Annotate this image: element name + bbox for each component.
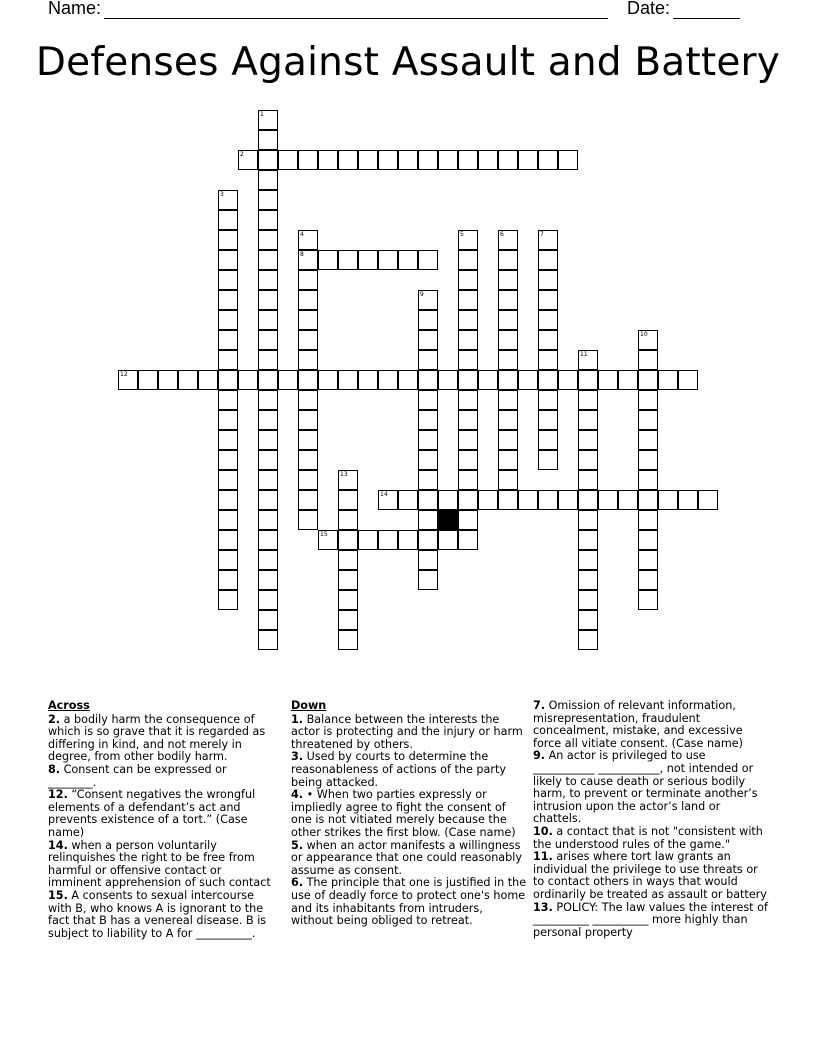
clue-number: 3	[220, 191, 224, 198]
grid-cell[interactable]	[558, 370, 578, 390]
grid-cell[interactable]	[538, 290, 558, 310]
grid-cell[interactable]	[458, 510, 478, 530]
grid-cell[interactable]	[338, 610, 358, 630]
grid-cell[interactable]	[498, 390, 518, 410]
grid-cell[interactable]	[538, 410, 558, 430]
grid-cell[interactable]	[578, 590, 598, 610]
clue-number: 8	[300, 251, 304, 258]
grid-cell[interactable]	[578, 510, 598, 530]
grid-cell[interactable]	[458, 250, 478, 270]
grid-cell[interactable]	[498, 470, 518, 490]
grid-cell[interactable]	[578, 630, 598, 650]
grid-cell[interactable]	[458, 410, 478, 430]
grid-cell[interactable]	[258, 470, 278, 490]
grid-cell[interactable]	[458, 450, 478, 470]
grid-cell[interactable]	[638, 530, 658, 550]
down-clue-3: 3. Used by courts to determine the reasonableness of actions of the party being attacked.	[291, 750, 506, 789]
clue-number: 15	[320, 531, 328, 538]
grid-cell[interactable]	[638, 510, 658, 530]
grid-cell[interactable]	[378, 370, 398, 390]
grid-cell[interactable]	[258, 230, 278, 250]
grid-cell[interactable]	[418, 570, 438, 590]
grid-cell[interactable]	[298, 250, 318, 270]
grid-cell[interactable]	[498, 290, 518, 310]
grid-cell[interactable]	[178, 370, 198, 390]
grid-cell[interactable]	[538, 450, 558, 470]
grid-cell[interactable]	[258, 390, 278, 410]
grid-cell[interactable]	[418, 490, 438, 510]
grid-cell[interactable]	[218, 470, 238, 490]
grid-cell[interactable]	[218, 310, 238, 330]
grid-cell[interactable]	[398, 530, 418, 550]
grid-cell[interactable]	[258, 490, 278, 510]
grid-cell[interactable]	[298, 150, 318, 170]
grid-cell[interactable]	[638, 470, 658, 490]
grid-cell[interactable]	[498, 150, 518, 170]
grid-cell[interactable]	[578, 490, 598, 510]
grid-cell[interactable]	[158, 370, 178, 390]
grid-cell[interactable]	[598, 370, 618, 390]
grid-cell[interactable]	[298, 430, 318, 450]
grid-cell[interactable]	[538, 350, 558, 370]
grid-cell[interactable]	[498, 490, 518, 510]
grid-cell[interactable]	[418, 410, 438, 430]
down-clue-13: 13. POLICY: The law values the interest of __________ __________ more highly than personal property	[533, 900, 768, 939]
grid-cell[interactable]	[378, 530, 398, 550]
grid-cell[interactable]	[578, 550, 598, 570]
grid-cell[interactable]	[258, 430, 278, 450]
grid-cell[interactable]	[418, 330, 438, 350]
grid-cell[interactable]	[298, 450, 318, 470]
grid-cell[interactable]	[218, 250, 238, 270]
grid-cell[interactable]	[238, 150, 258, 170]
grid-cell[interactable]	[338, 570, 358, 590]
grid-cell[interactable]	[638, 350, 658, 370]
grid-cell[interactable]	[418, 550, 438, 570]
grid-cell[interactable]	[658, 370, 678, 390]
grid-cell[interactable]	[338, 550, 358, 570]
grid-cell[interactable]	[538, 150, 558, 170]
across-clue-15: 15. A consents to sexual intercourse with B, who knows A is ignorant to the fact that B has a venereal disease. B is subject to liability to A for __________.	[48, 888, 267, 940]
grid-cell[interactable]	[218, 510, 238, 530]
grid-cell[interactable]	[458, 350, 478, 370]
grid-cell[interactable]	[298, 270, 318, 290]
clue-number: 13	[340, 471, 348, 478]
down-clue-6: 6. The principle that one is justified in the use of deadly force to protect one's home and its inhabitants from intruders, without being obliged to retreat.	[291, 876, 527, 928]
grid-cell[interactable]	[498, 410, 518, 430]
grid-cell[interactable]	[258, 630, 278, 650]
grid-cell[interactable]	[458, 470, 478, 490]
grid-cell[interactable]	[258, 330, 278, 350]
grid-cell[interactable]	[478, 370, 498, 390]
grid-cell[interactable]	[458, 430, 478, 450]
grid-cell[interactable]	[258, 190, 278, 210]
grid-cell[interactable]	[298, 470, 318, 490]
grid-cell[interactable]	[338, 590, 358, 610]
grid-cell[interactable]	[498, 310, 518, 330]
grid-cell[interactable]	[298, 350, 318, 370]
grid-cell[interactable]	[458, 230, 478, 250]
grid-cell[interactable]	[298, 510, 318, 530]
name-label: Name:	[48, 0, 102, 18]
grid-cell[interactable]	[318, 530, 338, 550]
across-clue-8: 8. Consent can be expressed or ________.	[48, 762, 227, 789]
down-clues-col1	[291, 700, 527, 928]
grid-cell[interactable]	[618, 370, 638, 390]
grid-cell[interactable]	[298, 410, 318, 430]
grid-cell[interactable]	[438, 490, 458, 510]
down-clue-10: 10. a contact that is not "consistent with the understood rules of the game."	[533, 824, 763, 851]
grid-cell[interactable]	[658, 490, 678, 510]
grid-cell[interactable]	[438, 370, 458, 390]
grid-cell[interactable]	[538, 390, 558, 410]
clue-number: 9	[420, 291, 424, 298]
grid-cell[interactable]	[698, 490, 718, 510]
grid-cell[interactable]	[318, 370, 338, 390]
grid-cell[interactable]	[258, 410, 278, 430]
grid-cell[interactable]	[338, 250, 358, 270]
clue-number: 10	[640, 331, 648, 338]
grid-cell[interactable]	[558, 490, 578, 510]
black-cell	[438, 510, 458, 530]
grid-cell[interactable]	[218, 370, 238, 390]
clue-number: 1	[260, 111, 264, 118]
grid-cell[interactable]	[598, 490, 618, 510]
across-clue-14: 14. when a person voluntarily relinquishes the right to be free from harmful or offensive contact or imminent apprehension of such contact	[48, 838, 271, 890]
grid-cell[interactable]	[538, 270, 558, 290]
grid-cell[interactable]	[258, 590, 278, 610]
grid-cell[interactable]	[338, 630, 358, 650]
grid-cell[interactable]	[618, 490, 638, 510]
grid-cell[interactable]	[678, 370, 698, 390]
grid-cell[interactable]	[458, 290, 478, 310]
grid-cell[interactable]	[358, 370, 378, 390]
grid-cell[interactable]	[218, 590, 238, 610]
grid-cell[interactable]	[478, 490, 498, 510]
grid-cell[interactable]	[338, 370, 358, 390]
grid-cell[interactable]	[378, 250, 398, 270]
down-clue-4: 4. • When two parties expressly or impliedly agree to fight the consent of one is not vitiated merely because the other strikes the first blow. (Case name)	[291, 788, 516, 839]
grid-cell[interactable]	[578, 370, 598, 390]
grid-cell[interactable]	[638, 490, 658, 510]
grid-cell[interactable]	[358, 150, 378, 170]
grid-cell[interactable]	[258, 310, 278, 330]
clue-number: 5	[460, 231, 464, 238]
clue-number: 2	[240, 151, 244, 158]
grid-cell[interactable]	[458, 390, 478, 410]
grid-cell[interactable]	[458, 270, 478, 290]
grid-cell[interactable]	[518, 490, 538, 510]
grid-cell[interactable]	[218, 430, 238, 450]
clue-number: 12	[120, 371, 128, 378]
down-clue-7: 7. Omission of relevant information, misrepresentation, fraudulent concealment, mistake, and excessive force all vitiate consent. (Case name)	[533, 699, 744, 750]
grid-cell[interactable]	[558, 150, 578, 170]
grid-cell[interactable]	[258, 210, 278, 230]
grid-cell[interactable]	[418, 510, 438, 530]
grid-cell[interactable]	[118, 370, 138, 390]
grid-cell[interactable]	[498, 370, 518, 390]
grid-cell[interactable]	[218, 570, 238, 590]
grid-cell[interactable]	[538, 230, 558, 250]
grid-cell[interactable]	[638, 570, 658, 590]
grid-cell[interactable]	[638, 390, 658, 410]
grid-cell[interactable]	[458, 530, 478, 550]
grid-cell[interactable]	[218, 350, 238, 370]
grid-cell[interactable]	[258, 510, 278, 530]
clue-number: 4	[300, 231, 304, 238]
grid-cell[interactable]	[638, 590, 658, 610]
grid-cell[interactable]	[538, 250, 558, 270]
grid-cell[interactable]	[458, 370, 478, 390]
grid-cell[interactable]	[418, 310, 438, 330]
grid-cell[interactable]	[218, 550, 238, 570]
grid-cell[interactable]	[578, 410, 598, 430]
grid-cell[interactable]	[638, 410, 658, 430]
across-heading: Across	[48, 699, 90, 712]
grid-cell[interactable]	[418, 450, 438, 470]
grid-cell[interactable]	[218, 490, 238, 510]
grid-cell[interactable]	[298, 230, 318, 250]
across-clue-2: 2. a bodily harm the consequence of which is so grave that it is regarded as differing in kind, and not merely in degree, from other bodily harm.	[48, 712, 266, 764]
grid-cell[interactable]	[258, 170, 278, 190]
grid-cell[interactable]	[378, 490, 398, 510]
grid-cell[interactable]	[438, 150, 458, 170]
grid-cell[interactable]	[258, 110, 278, 130]
grid-cell[interactable]	[678, 490, 698, 510]
grid-cell[interactable]	[298, 490, 318, 510]
grid-cell[interactable]	[258, 530, 278, 550]
grid-cell[interactable]	[338, 470, 358, 490]
grid-cell[interactable]	[378, 150, 398, 170]
grid-cell[interactable]	[458, 150, 478, 170]
grid-cell[interactable]	[418, 350, 438, 370]
grid-cell[interactable]	[138, 370, 158, 390]
grid-cell[interactable]	[458, 490, 478, 510]
grid-cell[interactable]	[578, 350, 598, 370]
grid-cell[interactable]	[418, 150, 438, 170]
grid-cell[interactable]	[298, 290, 318, 310]
grid-cell[interactable]	[498, 350, 518, 370]
grid-cell[interactable]	[418, 390, 438, 410]
grid-cell[interactable]	[258, 450, 278, 470]
grid-cell[interactable]	[258, 350, 278, 370]
grid-cell[interactable]	[238, 370, 258, 390]
grid-cell[interactable]	[498, 250, 518, 270]
grid-cell[interactable]	[278, 150, 298, 170]
grid-cell[interactable]	[318, 150, 338, 170]
grid-cell[interactable]	[518, 150, 538, 170]
grid-cell[interactable]	[218, 230, 238, 250]
grid-cell[interactable]	[398, 150, 418, 170]
grid-cell[interactable]	[298, 390, 318, 410]
grid-cell[interactable]	[538, 490, 558, 510]
clue-number: 14	[380, 491, 388, 498]
grid-cell[interactable]	[278, 370, 298, 390]
down-heading: Down	[291, 699, 327, 712]
grid-cell[interactable]	[198, 370, 218, 390]
clue-number: 7	[540, 231, 544, 238]
grid-cell[interactable]	[258, 550, 278, 570]
grid-cell[interactable]	[298, 330, 318, 350]
date-label: Date:	[627, 0, 671, 18]
grid-cell[interactable]	[258, 610, 278, 630]
grid-cell[interactable]	[498, 330, 518, 350]
grid-cell[interactable]	[578, 430, 598, 450]
grid-cell[interactable]	[338, 530, 358, 550]
down-clue-1: 1. Balance between the interests the actor is protecting and the injury or harm threatened by others.	[291, 712, 523, 751]
grid-cell[interactable]	[218, 450, 238, 470]
grid-cell[interactable]	[258, 290, 278, 310]
grid-cell[interactable]	[358, 250, 378, 270]
down-clue-9: 9. An actor is privileged to use ___________ ___________, not intended or likely to cause death or serious bodily harm, to prevent or terminate another’s intrusion upon the actor’s land or chattels.	[533, 749, 758, 826]
grid-cell[interactable]	[498, 450, 518, 470]
grid-cell[interactable]	[258, 150, 278, 170]
grid-cell[interactable]	[398, 370, 418, 390]
grid-cell[interactable]	[518, 370, 538, 390]
grid-cell[interactable]	[578, 450, 598, 470]
across-clues	[48, 700, 276, 940]
grid-cell[interactable]	[218, 210, 238, 230]
grid-cell[interactable]	[458, 330, 478, 350]
grid-cell[interactable]	[258, 250, 278, 270]
grid-cell[interactable]	[418, 470, 438, 490]
grid-cell[interactable]	[258, 370, 278, 390]
grid-cell[interactable]	[298, 370, 318, 390]
grid-cell[interactable]	[298, 310, 318, 330]
grid-cell[interactable]	[438, 530, 458, 550]
down-clues-col2	[533, 700, 769, 939]
grid-cell[interactable]	[578, 390, 598, 410]
grid-cell[interactable]	[418, 430, 438, 450]
page-title: Defenses Against Assault and Battery	[35, 40, 781, 85]
clue-number: 6	[500, 231, 504, 238]
grid-cell[interactable]	[538, 310, 558, 330]
grid-cell[interactable]	[538, 330, 558, 350]
grid-cell[interactable]	[578, 470, 598, 490]
grid-cell[interactable]	[258, 570, 278, 590]
grid-cell[interactable]	[258, 130, 278, 150]
grid-cell[interactable]	[338, 510, 358, 530]
grid-cell[interactable]	[258, 270, 278, 290]
grid-cell[interactable]	[398, 490, 418, 510]
grid-cell[interactable]	[638, 550, 658, 570]
grid-cell[interactable]	[218, 390, 238, 410]
grid-cell[interactable]	[218, 530, 238, 550]
grid-cell[interactable]	[338, 490, 358, 510]
down-clue-5: 5. when an actor manifests a willingness or appearance that one could reasonably assume as consent.	[291, 838, 522, 877]
grid-cell[interactable]	[478, 150, 498, 170]
grid-cell[interactable]	[578, 530, 598, 550]
across-clue-12: 12. “Consent negatives the wrongful elements of a defendant’s act and prevents existence of a tort.” (Case name)	[48, 788, 256, 839]
grid-cell[interactable]	[578, 610, 598, 630]
grid-cell[interactable]	[638, 450, 658, 470]
grid-cell[interactable]	[498, 270, 518, 290]
grid-cell[interactable]	[638, 430, 658, 450]
grid-cell[interactable]	[218, 190, 238, 210]
grid-cell[interactable]	[218, 330, 238, 350]
down-clue-11: 11. arises where tort law grants an individual the privilege to use threats or to contact others in ways that would ordinarily be treated as assault or battery	[533, 850, 767, 901]
grid-cell[interactable]	[418, 290, 438, 310]
grid-cell[interactable]	[498, 230, 518, 250]
grid-cell[interactable]	[358, 530, 378, 550]
grid-cell[interactable]	[538, 370, 558, 390]
grid-cell[interactable]	[458, 310, 478, 330]
grid-cell[interactable]	[638, 330, 658, 350]
grid-cell[interactable]	[498, 430, 518, 450]
grid-cell[interactable]	[218, 410, 238, 430]
grid-cell[interactable]	[338, 150, 358, 170]
grid-cell[interactable]	[638, 370, 658, 390]
grid-cell[interactable]	[578, 570, 598, 590]
grid-cell[interactable]	[418, 250, 438, 270]
grid-cell[interactable]	[218, 270, 238, 290]
grid-cell[interactable]	[218, 290, 238, 310]
clue-number: 11	[580, 351, 588, 358]
grid-cell[interactable]	[418, 370, 438, 390]
grid-cell[interactable]	[418, 530, 438, 550]
grid-cell[interactable]	[538, 430, 558, 450]
grid-cell[interactable]	[398, 250, 418, 270]
grid-cell[interactable]	[318, 250, 338, 270]
